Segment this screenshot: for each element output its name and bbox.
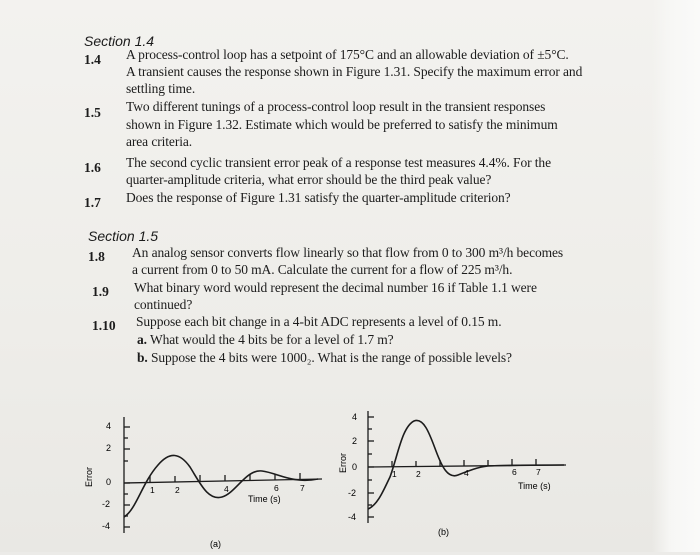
y-axis-label: Error [84, 467, 94, 487]
part-text: What would the 4 bits be for a level of 1.7 m? [149, 332, 394, 347]
problem-text-line: quarter-amplitude criteria, what error should be the third peak value? [126, 172, 492, 187]
y-tick-label: 4 [352, 412, 358, 422]
figure-caption: (b) [438, 527, 449, 537]
problem-text-line: a current from 0 to 50 mA. Calculate the current for a flow of 225 m³/h. [132, 262, 513, 277]
problem-text-line: continued? [134, 297, 193, 312]
x-tick-label: 7 [300, 483, 305, 493]
y-axis-label: Error [338, 453, 348, 473]
x-tick-label: 7 [536, 467, 541, 477]
page-edge-glare [652, 0, 700, 552]
y-tick-label: -4 [348, 512, 357, 522]
part-text: Suppose the 4 bits were 1000₂. What is the range of possible levels? [150, 350, 512, 365]
y-tick-label: 4 [106, 421, 112, 431]
problem-text-line: A transient causes the response shown in Figure 1.31. Specify the maximum error and [126, 64, 583, 79]
figure-caption: (a) [210, 539, 221, 549]
y-tick-label: 0 [106, 477, 112, 487]
problem-text-line: A process-control loop has a setpoint of 175°C and an allowable deviation of ±5°C. [126, 47, 569, 62]
x-tick-label: 6 [512, 467, 517, 477]
problem-number: 1.10 [92, 318, 116, 333]
y-tick-label: -2 [348, 488, 357, 498]
problem-number: 1.9 [92, 284, 109, 299]
problem-number: 1.4 [84, 52, 101, 67]
figure-b [338, 405, 583, 545]
x-tick-label: 1 [150, 485, 155, 495]
problem-text-line: The second cyclic transient error peak of a response test measures 4.4%. For the [126, 155, 551, 170]
problem-number: 1.8 [88, 249, 105, 264]
problem-part-b [137, 350, 512, 366]
problem-text-line: Two different tunings of a process-control loop result in the transient responses [126, 99, 546, 114]
problem-number: 1.7 [84, 195, 101, 210]
x-axis-label: Time (s) [518, 481, 551, 491]
x-tick-label: 1 [392, 469, 397, 479]
problem-text-line: An analog sensor converts flow linearly so that flow from 0 to 300 m³/h becomes [132, 245, 564, 260]
x-tick-label: 4 [224, 484, 229, 494]
x-tick-label: 4 [464, 468, 469, 478]
y-tick-label: 2 [106, 443, 112, 453]
part-label: a. [137, 332, 147, 347]
x-axis-label: Time (s) [248, 494, 281, 504]
y-tick-label: -2 [102, 499, 111, 509]
problem-number: 1.5 [84, 105, 101, 120]
problem-text-line: What binary word would represent the decimal number 16 if Table 1.1 were [134, 280, 537, 295]
x-tick-label: 2 [416, 469, 421, 479]
y-tick-label: 0 [352, 462, 358, 472]
figure-a [80, 405, 330, 550]
section-heading: Section 1.4 [84, 33, 155, 49]
problem-text-line: area criteria. [126, 134, 193, 149]
problem-text-line: settling time. [126, 81, 196, 96]
response-curve-b [368, 420, 564, 509]
problem-text-line: shown in Figure 1.32. Estimate which would be preferred to satisfy the minimum [126, 117, 558, 132]
problem-text-line: Does the response of Figure 1.31 satisfy the quarter-amplitude criterion? [126, 190, 511, 205]
y-tick-label: -4 [102, 521, 111, 531]
bleed-through-text [0, 0, 78, 70]
problem-text-line: Suppose each bit change in a 4-bit ADC represents a level of 0.15 m. [136, 314, 502, 329]
section-heading: Section 1.5 [88, 228, 159, 244]
x-tick-label: 2 [175, 485, 180, 495]
x-tick-label: 6 [274, 483, 279, 493]
problem-number: 1.6 [84, 160, 101, 175]
problem-part-a [137, 332, 394, 348]
part-label: b. [137, 350, 148, 365]
y-tick-label: 2 [352, 436, 358, 446]
